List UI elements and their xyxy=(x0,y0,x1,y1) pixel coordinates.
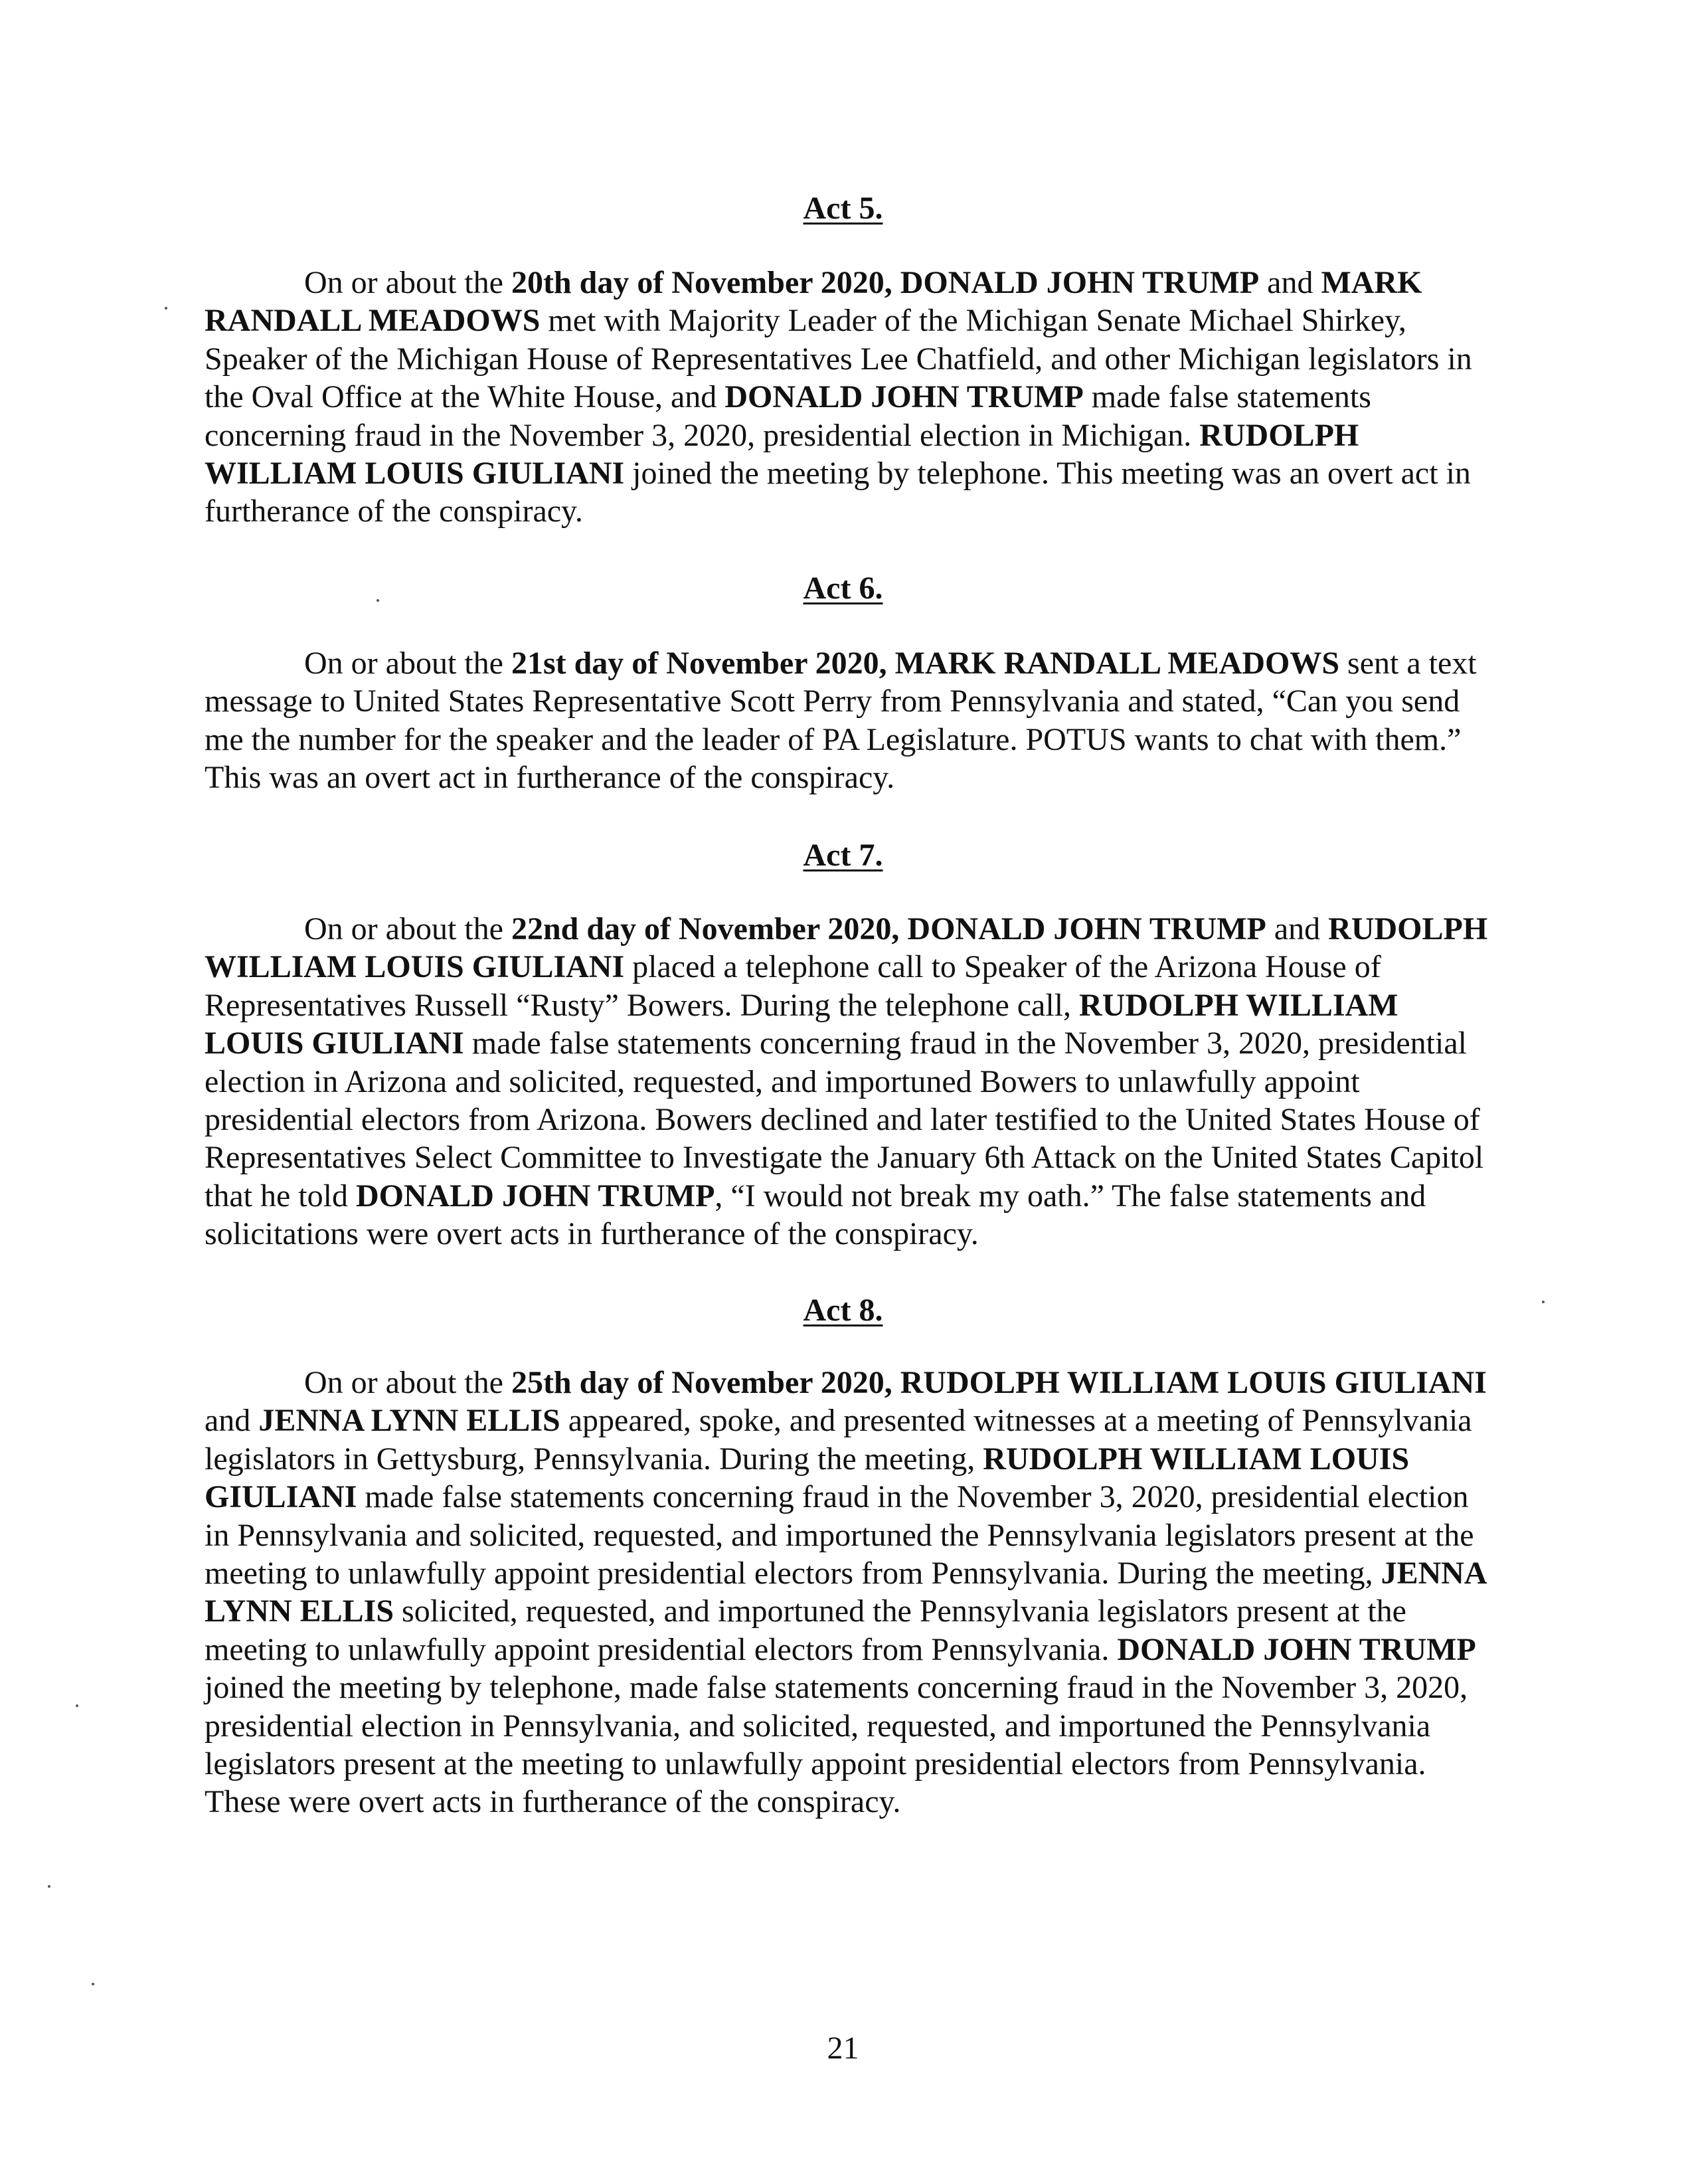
text-run: On or about the xyxy=(304,646,511,681)
act-heading: Act 6. xyxy=(803,571,883,606)
scan-speck xyxy=(92,1983,94,1985)
text-run: joined the meeting by telephone. This meeting was an overt act in furtherance of the conspiracy. xyxy=(205,456,1471,529)
page-number: 21 xyxy=(827,2031,859,2066)
text-run: sent a text message to United States Representative Scott Perry from Pennsylvania and stated, “Can you send me the number for the speaker and the leader of PA Legislature. POTUS wants to chat with them.” This was an overt act in furtherance of the conspiracy. xyxy=(205,646,1477,796)
bold-text-run: DONALD JOHN TRUMP xyxy=(724,379,1084,415)
bold-text-run: 22nd day of November 2020, DONALD JOHN TRUMP xyxy=(511,911,1266,947)
act-heading: Act 7. xyxy=(803,838,883,873)
bold-text-run: RUDOLPH WILLIAM LOUIS GIULIANI xyxy=(205,987,1398,1061)
text-run: solicited, requested, and importuned the Pennsylvania legislators present at the meeting to unlawfully appoint presidential electors from Pennsylvania. xyxy=(205,1593,1406,1667)
bold-text-run: JENNA LYNN ELLIS xyxy=(258,1403,560,1439)
text-run: , “I would not break my oath.” The false statements and solicitations were overt acts in furtherance of the conspiracy. xyxy=(205,1178,1426,1252)
bold-text-run: JENNA LYNN ELLIS xyxy=(205,1556,1485,1629)
act-heading: Act 8. xyxy=(803,1293,883,1328)
act-paragraph xyxy=(205,910,1493,1253)
act-paragraph xyxy=(205,644,1493,797)
bold-text-run: 25th day of November 2020, RUDOLPH WILLIAM LOUIS GIULIANI xyxy=(511,1365,1487,1400)
bold-text-run: 21st day of November 2020, MARK RANDALL MEADOWS xyxy=(511,646,1340,681)
act-paragraph xyxy=(205,264,1493,531)
bold-text-run: MARK RANDALL MEADOWS xyxy=(205,265,1422,339)
act-heading: Act 5. xyxy=(803,191,883,226)
text-run: and xyxy=(1259,265,1321,300)
text-run: On or about the xyxy=(304,1365,511,1400)
act-paragraph xyxy=(205,1364,1493,1821)
text-run: and xyxy=(205,1403,259,1439)
bold-text-run: RUDOLPH WILLIAM LOUIS GIULIANI xyxy=(205,1441,1410,1515)
text-run: appeared, spoke, and presented witnesses at a meeting of Pennsylvania legislators in Gettysburg, Pennsylvania. During the meeting, xyxy=(205,1403,1472,1477)
text-run: On or about the xyxy=(304,265,511,300)
text-run: made false statements concerning fraud in the November 3, 2020, presidential election in Michigan. xyxy=(205,379,1371,453)
bold-text-run: RUDOLPH WILLIAM LOUIS GIULIANI xyxy=(205,417,1359,492)
bold-text-run: 20th day of November 2020, DONALD JOHN TRUMP xyxy=(511,265,1260,300)
scan-speck xyxy=(377,599,379,602)
text-run: placed a telephone call to Speaker of the Arizona House of Representatives Russell “Rusty” Bowers. During the telephone call, xyxy=(205,949,1381,1023)
text-run: met with Majority Leader of the Michigan Senate Michael Shirkey, Speaker of the Michigan House of Representatives Lee Chatfield, and other Michigan legislators in the Oval Office at the White House, and xyxy=(205,303,1472,415)
text-run: joined the meeting by telephone, made false statements concerning fraud in the November 3, 2020, presidential election in Pennsylvania, and solicited, requested, and importuned the Pennsylvania legislators present at the meeting to unlawfully appoint presidential electors from Pennsylvania. These were overt acts in furtherance of the conspiracy. xyxy=(205,1670,1468,1820)
bold-text-run: DONALD JOHN TRUMP xyxy=(355,1178,715,1214)
text-run: made false statements concerning fraud in the November 3, 2020, presidential election in Pennsylvania and solicited, requested, and importuned the Pennsylvania legislators present at the meeting to unlawfully appoint presidential electors from Pennsylvania. During the meeting, xyxy=(205,1479,1474,1592)
bold-text-run: DONALD JOHN TRUMP xyxy=(1117,1631,1476,1667)
scan-speck xyxy=(48,1885,50,1888)
scan-speck xyxy=(165,307,167,310)
text-run: made false statements concerning fraud in the November 3, 2020, presidential election in Arizona and solicited, requested, and importuned Bowers to unlawfully appoint presidential electors from Arizona. Bowers declined and later testified to the United States House of Representatives Select Committee to Investigate the January 6th Attack on the United States Capitol that he told xyxy=(205,1026,1484,1214)
text-run: and xyxy=(1266,911,1329,947)
scan-speck xyxy=(76,1704,78,1707)
scan-speck xyxy=(1542,1301,1545,1303)
text-run: On or about the xyxy=(304,911,511,947)
bold-text-run: RUDOLPH WILLIAM LOUIS GIULIANI xyxy=(205,911,1488,985)
